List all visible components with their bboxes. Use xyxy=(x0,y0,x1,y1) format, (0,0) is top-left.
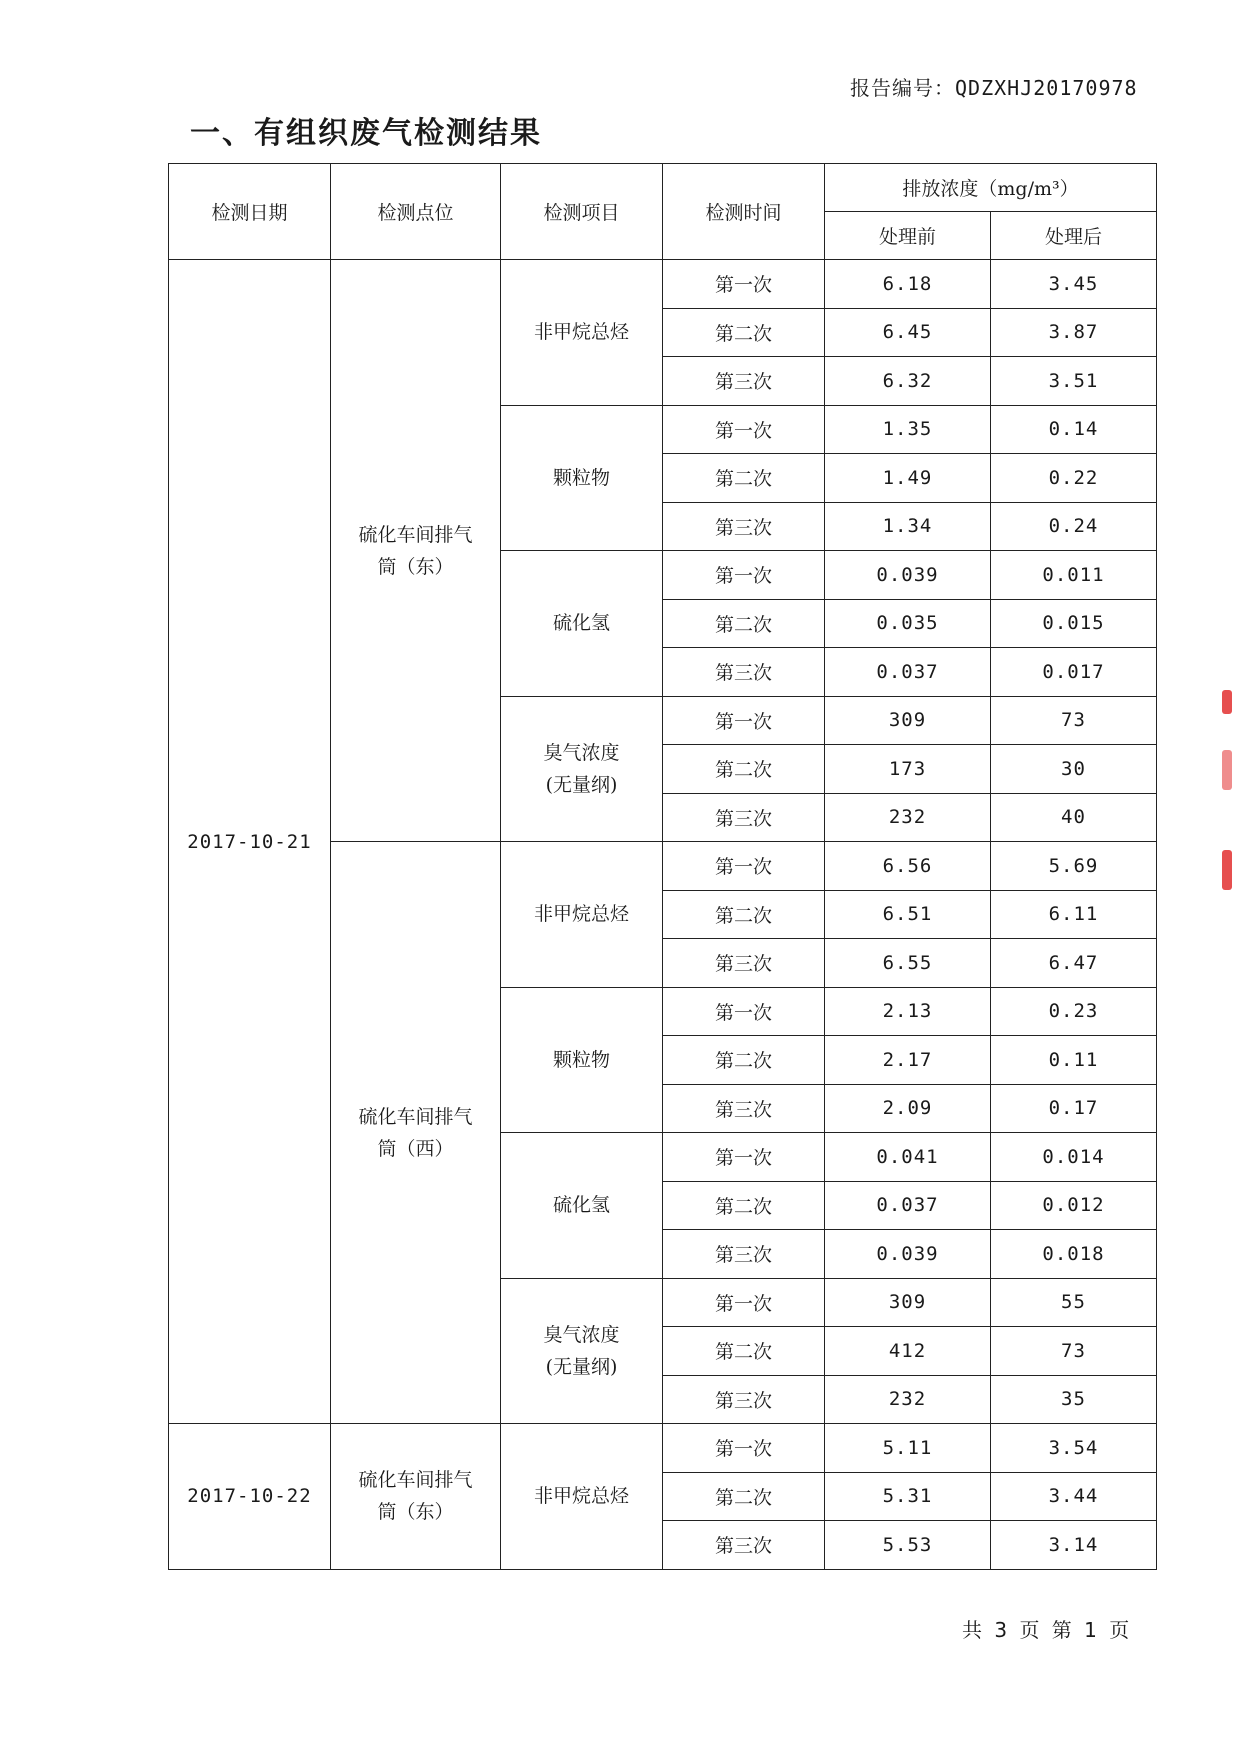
section-title: 一、有组织废气检测结果 xyxy=(190,116,542,151)
cell-before: 6.56 xyxy=(825,842,991,891)
cell-item xyxy=(501,551,663,697)
table-row xyxy=(169,1424,1157,1473)
cell-time: 第三次 xyxy=(663,1084,825,1133)
item-line: 非甲烷总烃 xyxy=(533,1485,629,1508)
cell-before: 232 xyxy=(825,1375,991,1424)
header-after: 处理后 xyxy=(991,212,1157,260)
cell-item xyxy=(501,405,663,551)
item-line: (无量纲) xyxy=(545,1355,618,1378)
cell-time: 第三次 xyxy=(663,1375,825,1424)
cell-item xyxy=(501,842,663,988)
cell-time: 第一次 xyxy=(663,1133,825,1182)
cell-item xyxy=(501,1278,663,1424)
cell-before: 5.53 xyxy=(825,1521,991,1570)
cell-before: 412 xyxy=(825,1327,991,1376)
cell-date: 2017-10-22 xyxy=(169,1424,331,1570)
cell-time: 第一次 xyxy=(663,696,825,745)
header-point: 检测点位 xyxy=(331,164,501,260)
cell-after: 3.51 xyxy=(991,357,1157,406)
cell-after: 30 xyxy=(991,745,1157,794)
cell-point xyxy=(331,1424,501,1570)
cell-time: 第三次 xyxy=(663,939,825,988)
cell-before: 309 xyxy=(825,696,991,745)
cell-after: 6.11 xyxy=(991,890,1157,939)
cell-item xyxy=(501,987,663,1133)
item-line: 硫化氢 xyxy=(552,612,610,635)
header-item: 检测项目 xyxy=(501,164,663,260)
cell-time: 第三次 xyxy=(663,502,825,551)
item-line: 臭气浓度 xyxy=(543,1323,620,1346)
point-line: 硫化车间排气 xyxy=(358,1105,473,1128)
cell-before: 5.11 xyxy=(825,1424,991,1473)
cell-time: 第二次 xyxy=(663,1472,825,1521)
cell-after: 0.018 xyxy=(991,1230,1157,1279)
cell-date: 2017-10-21 xyxy=(169,260,331,1424)
cell-after: 0.11 xyxy=(991,1036,1157,1085)
cell-time: 第二次 xyxy=(663,454,825,503)
cell-point xyxy=(331,842,501,1424)
item-line: 臭气浓度 xyxy=(543,741,620,764)
cell-before: 0.037 xyxy=(825,1181,991,1230)
cell-time: 第三次 xyxy=(663,1521,825,1570)
cell-after: 0.23 xyxy=(991,987,1157,1036)
cell-after: 0.014 xyxy=(991,1133,1157,1182)
cell-item xyxy=(501,260,663,406)
cell-after: 0.14 xyxy=(991,405,1157,454)
cell-after: 3.54 xyxy=(991,1424,1157,1473)
cell-time: 第一次 xyxy=(663,260,825,309)
point-line: 筒（东） xyxy=(377,1501,454,1524)
point-line: 筒（西） xyxy=(377,1137,454,1160)
cell-item xyxy=(501,696,663,842)
cell-after: 35 xyxy=(991,1375,1157,1424)
cell-after: 3.14 xyxy=(991,1521,1157,1570)
stamp-edge-mark xyxy=(1222,690,1232,714)
cell-before: 1.35 xyxy=(825,405,991,454)
cell-before: 0.039 xyxy=(825,1230,991,1279)
cell-before: 5.31 xyxy=(825,1472,991,1521)
cell-before: 6.51 xyxy=(825,890,991,939)
cell-time: 第二次 xyxy=(663,745,825,794)
point-line: 筒（东） xyxy=(377,555,454,578)
item-line: 非甲烷总烃 xyxy=(533,903,629,926)
cell-time: 第二次 xyxy=(663,1181,825,1230)
cell-time: 第二次 xyxy=(663,1327,825,1376)
table-header xyxy=(169,164,1157,260)
item-line: (无量纲) xyxy=(545,773,618,796)
page-footer: 共 3 页 第 1 页 xyxy=(962,1618,1130,1642)
cell-time: 第三次 xyxy=(663,357,825,406)
cell-before: 173 xyxy=(825,745,991,794)
cell-before: 0.035 xyxy=(825,599,991,648)
cell-after: 0.012 xyxy=(991,1181,1157,1230)
cell-time: 第二次 xyxy=(663,599,825,648)
cell-time: 第一次 xyxy=(663,1278,825,1327)
cell-before: 1.34 xyxy=(825,502,991,551)
stamp-edge-mark xyxy=(1222,850,1232,890)
cell-before: 232 xyxy=(825,793,991,842)
table-row xyxy=(169,260,1157,309)
item-line: 硫化氢 xyxy=(552,1194,610,1217)
cell-before: 2.17 xyxy=(825,1036,991,1085)
stamp-edge-mark xyxy=(1222,750,1232,790)
header-concentration: 排放浓度（mg/m³） xyxy=(825,164,1157,212)
cell-after: 73 xyxy=(991,696,1157,745)
header-time: 检测时间 xyxy=(663,164,825,260)
cell-after: 3.45 xyxy=(991,260,1157,309)
cell-before: 6.32 xyxy=(825,357,991,406)
table-body xyxy=(169,260,1157,1570)
cell-before: 2.13 xyxy=(825,987,991,1036)
report-number: 报告编号：QDZXHJ20170978 xyxy=(850,76,1138,100)
cell-after: 0.17 xyxy=(991,1084,1157,1133)
cell-after: 0.017 xyxy=(991,648,1157,697)
cell-time: 第三次 xyxy=(663,1230,825,1279)
cell-before: 0.041 xyxy=(825,1133,991,1182)
item-line: 颗粒物 xyxy=(552,466,610,489)
cell-before: 6.18 xyxy=(825,260,991,309)
cell-time: 第一次 xyxy=(663,1424,825,1473)
item-line: 颗粒物 xyxy=(552,1048,610,1071)
cell-item xyxy=(501,1133,663,1279)
cell-time: 第二次 xyxy=(663,1036,825,1085)
cell-after: 73 xyxy=(991,1327,1157,1376)
cell-after: 0.015 xyxy=(991,599,1157,648)
cell-before: 6.45 xyxy=(825,308,991,357)
cell-before: 309 xyxy=(825,1278,991,1327)
cell-after: 3.44 xyxy=(991,1472,1157,1521)
cell-after: 0.011 xyxy=(991,551,1157,600)
cell-before: 0.037 xyxy=(825,648,991,697)
cell-after: 6.47 xyxy=(991,939,1157,988)
cell-time: 第三次 xyxy=(663,648,825,697)
cell-time: 第三次 xyxy=(663,793,825,842)
cell-before: 1.49 xyxy=(825,454,991,503)
cell-before: 6.55 xyxy=(825,939,991,988)
cell-time: 第二次 xyxy=(663,890,825,939)
point-line: 硫化车间排气 xyxy=(358,1469,473,1492)
cell-time: 第一次 xyxy=(663,405,825,454)
cell-after: 55 xyxy=(991,1278,1157,1327)
cell-time: 第一次 xyxy=(663,987,825,1036)
header-date: 检测日期 xyxy=(169,164,331,260)
cell-after: 40 xyxy=(991,793,1157,842)
cell-time: 第一次 xyxy=(663,842,825,891)
cell-after: 3.87 xyxy=(991,308,1157,357)
results-table xyxy=(168,163,1157,1570)
item-line: 非甲烷总烃 xyxy=(533,321,629,344)
cell-time: 第二次 xyxy=(663,308,825,357)
cell-after: 5.69 xyxy=(991,842,1157,891)
point-line: 硫化车间排气 xyxy=(358,523,473,546)
cell-point xyxy=(331,260,501,842)
cell-item xyxy=(501,1424,663,1570)
cell-after: 0.22 xyxy=(991,454,1157,503)
header-before: 处理前 xyxy=(825,212,991,260)
cell-before: 2.09 xyxy=(825,1084,991,1133)
cell-after: 0.24 xyxy=(991,502,1157,551)
cell-time: 第一次 xyxy=(663,551,825,600)
cell-before: 0.039 xyxy=(825,551,991,600)
